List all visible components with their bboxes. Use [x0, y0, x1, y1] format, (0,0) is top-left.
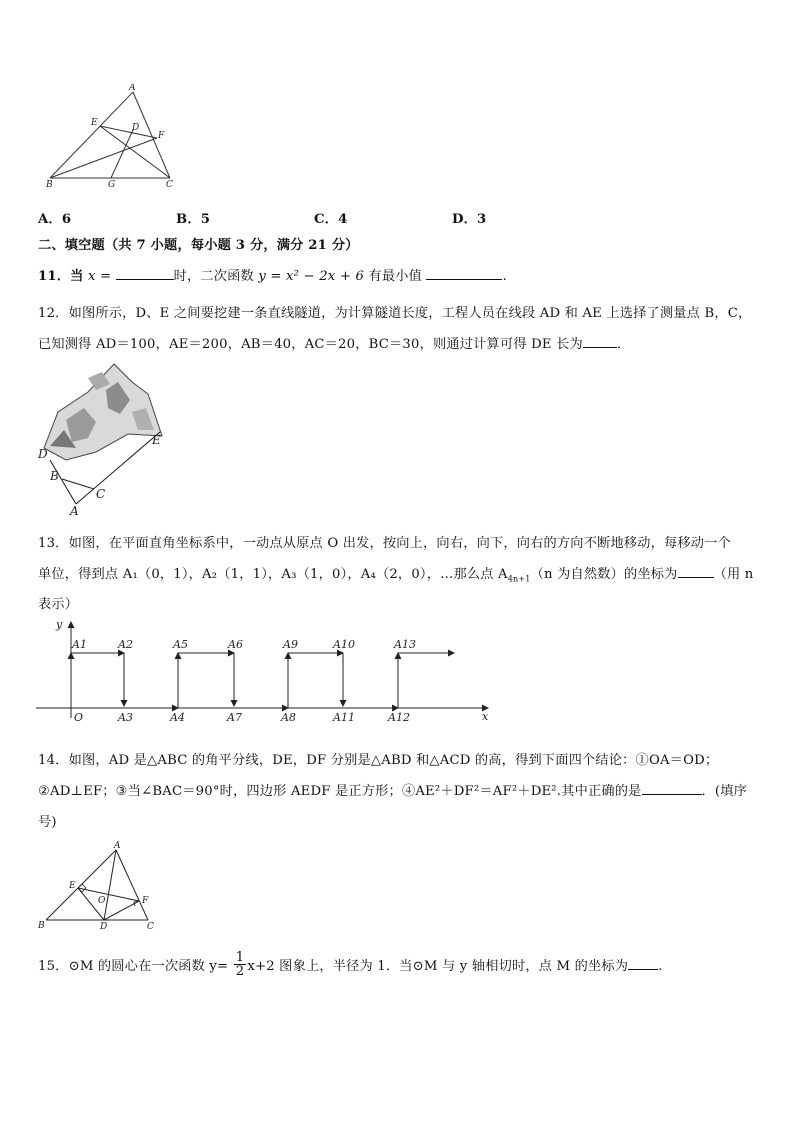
bisector-label-F: F — [142, 896, 149, 906]
bisector-label-C: C — [147, 922, 154, 932]
q15-end: . — [658, 959, 663, 974]
q11-suffix: 有最小值 — [368, 269, 423, 284]
question-13-line-2 — [38, 563, 753, 584]
q11-blank-1[interactable] — [116, 267, 174, 280]
option-c: C．4 — [314, 212, 348, 227]
q11-formula: y = x² − 2x + 6 — [258, 269, 365, 284]
question-14-line-2 — [38, 780, 747, 799]
tunnel-label-E: E — [152, 433, 161, 447]
bisector-label-O: O — [98, 896, 106, 906]
q11-end: . — [502, 269, 507, 284]
graph-label-A1: A1 — [72, 638, 87, 651]
label-F: F — [158, 131, 165, 141]
q11-prefix: 11．当 — [38, 269, 84, 284]
q13-line-2-b: （n 为自然数）的坐标为 — [530, 567, 678, 582]
tunnel-label-C: C — [96, 487, 106, 501]
graph-x-label: x — [482, 710, 489, 723]
graph-label-A10: A10 — [333, 638, 355, 651]
label-B: B — [46, 180, 53, 189]
q13-line-2-c: （用 n — [713, 567, 754, 582]
bisector-label-A: A — [114, 841, 121, 851]
graph-label-A3: A3 — [118, 711, 133, 724]
graph-y-label: y — [56, 618, 63, 631]
q12-blank[interactable] — [583, 335, 617, 348]
q13-blank[interactable] — [678, 565, 714, 578]
graph-label-A11: A11 — [333, 711, 355, 724]
q11-blank-2[interactable] — [426, 267, 502, 280]
zigzag-graph — [36, 618, 506, 724]
q14-line-3: 号) — [38, 815, 57, 830]
section-heading: 二、填空题（共 7 小题，每小题 3 分，满分 21 分） — [38, 238, 359, 253]
q12-line-1: 12．如图所示，D、E 之间要挖建一条直线隧道，为计算隧道长度，工程人员在线段 AD 和 AE 上选择了测量点 B，C， — [38, 306, 752, 321]
top-triangle-figure — [40, 84, 190, 189]
q11-x-eq: x = — [87, 269, 112, 284]
bisector-figure — [36, 840, 158, 932]
graph-label-A9: A9 — [283, 638, 298, 651]
graph-label-A6: A6 — [228, 638, 243, 651]
label-D: D — [132, 123, 140, 133]
tunnel-figure — [36, 360, 171, 516]
graph-label-A13: A13 — [394, 638, 416, 651]
q15-denominator: 2 — [235, 964, 245, 979]
tunnel-label-D: D — [38, 447, 48, 461]
bisector-label-D: D — [100, 922, 108, 932]
q13-line-3: 表示） — [38, 597, 79, 612]
graph-label-A12: A12 — [388, 711, 410, 724]
tunnel-label-A: A — [70, 504, 79, 516]
bisector-label-E: E — [69, 881, 76, 891]
q11-mid: 时，二次函数 — [173, 269, 254, 284]
question-12-line-2 — [38, 333, 630, 352]
option-a: A．6 — [38, 212, 72, 227]
q14-blank[interactable] — [642, 782, 702, 795]
graph-label-A2: A2 — [118, 638, 133, 651]
graph-origin-label: O — [74, 711, 84, 724]
question-15 — [38, 950, 663, 980]
bisector-label-B: B — [38, 921, 45, 931]
q12-line-2-text: 已知测得 AD＝100，AE＝200，AB＝40，AC＝20，BC＝30，则通过计算可得 DE 长为 — [38, 337, 583, 352]
q13-line-1: 13．如图，在平面直角坐标系中，一动点从原点 O 出发，按向上，向右，向下，向右的方向不断地移动，每移动一个 — [38, 536, 731, 551]
q14-line-1: 14．如图，AD 是△ABC 的角平分线，DE，DF 分别是△ABD 和△ACD 的高，得到下面四个结论：①OA＝OD； — [38, 753, 719, 768]
graph-label-A8: A8 — [281, 711, 296, 724]
graph-label-A4: A4 — [170, 711, 185, 724]
graph-label-A7: A7 — [227, 711, 242, 724]
q13-subscript: 4n+1 — [507, 574, 531, 584]
q13-line-2-a: 单位，得到点 A₁（0，1），A₂（1，1），A₃（1，0），A₄（2，0），…那么点 A — [38, 567, 508, 582]
q14-line-2-a: ②AD⊥EF；③当∠BAC＝90°时，四边形 AEDF 是正方形；④AE²＋DF²＝AF²＋DE².其中正确的是 — [38, 784, 642, 799]
q15-suffix: x+2 图象上，半径为 1．当⊙M 与 y 轴相切时，点 M 的坐标为 — [247, 959, 629, 974]
label-G: G — [108, 180, 116, 189]
option-b: B．5 — [176, 212, 211, 227]
tunnel-label-B: B — [50, 469, 59, 483]
q15-prefix: 15．⊙M 的圆心在一次函数 y= — [38, 959, 229, 974]
label-A: A — [129, 84, 136, 93]
q15-fraction — [234, 951, 247, 978]
label-C: C — [166, 180, 173, 189]
label-E: E — [91, 118, 98, 128]
q15-numerator: 1 — [235, 950, 245, 965]
q14-line-2-b: ．(填序 — [701, 784, 748, 799]
graph-label-A5: A5 — [173, 638, 188, 651]
q15-blank[interactable] — [628, 957, 658, 970]
option-d: D．3 — [452, 212, 487, 227]
question-11 — [38, 265, 507, 284]
q12-end: ． — [616, 337, 631, 352]
